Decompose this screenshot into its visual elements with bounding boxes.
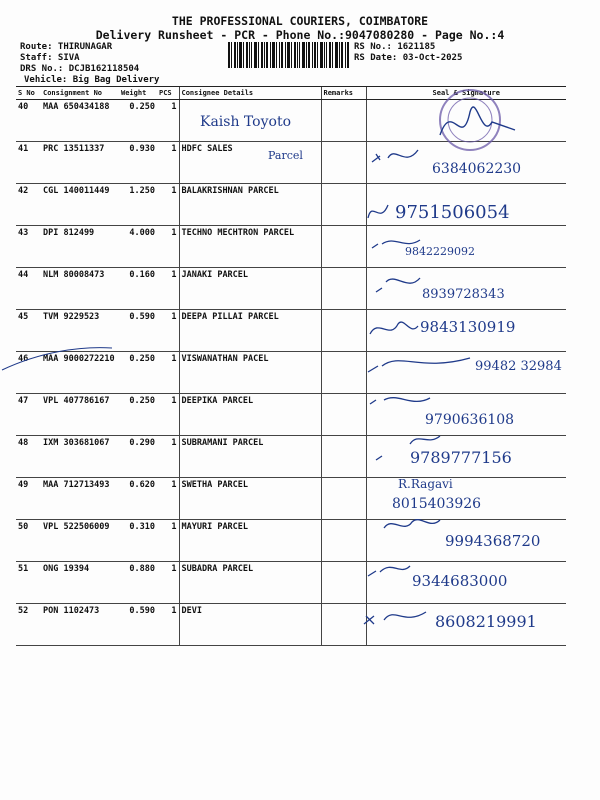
row-weight: 0.290 — [119, 436, 157, 478]
barcode — [228, 42, 350, 68]
row-remarks — [321, 100, 366, 142]
hw-r41-sig: 6384062230 — [432, 161, 522, 177]
row-weight: 0.590 — [119, 604, 157, 646]
row-pcs: 1 — [157, 520, 179, 562]
hw-r51-sig: 9344683000 — [412, 572, 508, 590]
row-consignment-no: IXM 303681067 — [41, 436, 119, 478]
row-sno: 41 — [16, 142, 41, 184]
hw-r46-sig: 99482 32984 — [475, 359, 562, 374]
row-consignment-no: NLM 80008473 — [41, 268, 119, 310]
row-sno: 52 — [16, 604, 41, 646]
row-consignee: BALAKRISHNAN PARCEL — [179, 184, 321, 226]
row-seal-signature — [366, 604, 566, 646]
row-consignee: MAYURI PARCEL — [179, 520, 321, 562]
row-pcs: 1 — [157, 142, 179, 184]
row-seal-signature — [366, 562, 566, 604]
table-row — [16, 184, 566, 226]
row-sno: 44 — [16, 268, 41, 310]
row-weight: 4.000 — [119, 226, 157, 268]
hw-r43-sig: 9842229092 — [405, 245, 475, 258]
hw-r41-note: Parcel — [268, 149, 303, 162]
rs-number: RS No.: 1621185 — [354, 42, 436, 52]
row-sno: 40 — [16, 100, 41, 142]
row-weight: 0.250 — [119, 394, 157, 436]
row-sno: 45 — [16, 310, 41, 352]
row-sno: 49 — [16, 478, 41, 520]
row-seal-signature — [366, 478, 566, 520]
row-pcs: 1 — [157, 478, 179, 520]
hw-r49-sig: 8015403926 — [392, 496, 482, 512]
row-weight: 0.620 — [119, 478, 157, 520]
row-pcs: 1 — [157, 184, 179, 226]
table-row — [16, 604, 566, 646]
row-sno: 48 — [16, 436, 41, 478]
row-weight: 0.880 — [119, 562, 157, 604]
row-consignee: TECHNO MECHTRON PARCEL — [179, 226, 321, 268]
row-seal-signature — [366, 226, 566, 268]
row-consignee: VISWANATHAN PACEL — [179, 352, 321, 394]
company-title: THE PROFESSIONAL COURIERS, COIMBATORE — [171, 14, 429, 28]
row-pcs: 1 — [157, 310, 179, 352]
col-seal-signature: Seal & Signature — [366, 87, 566, 100]
row-pcs: 1 — [157, 394, 179, 436]
row-consignee: SUBADRA PARCEL — [179, 562, 321, 604]
table-row — [16, 352, 566, 394]
row-sno: 47 — [16, 394, 41, 436]
row-seal-signature — [366, 310, 566, 352]
row-seal-signature — [366, 520, 566, 562]
row-remarks — [321, 142, 366, 184]
row-consignment-no: PON 1102473 — [41, 604, 119, 646]
row-pcs: 1 — [157, 604, 179, 646]
row-seal-signature — [366, 268, 566, 310]
table-row — [16, 226, 566, 268]
row-seal-signature — [366, 100, 566, 142]
row-consignee — [179, 100, 321, 142]
row-pcs: 1 — [157, 436, 179, 478]
row-consignment-no: MAA 712713493 — [41, 478, 119, 520]
table-row — [16, 562, 566, 604]
row-remarks — [321, 226, 366, 268]
col-pcs: PCS — [157, 87, 179, 100]
row-pcs: 1 — [157, 562, 179, 604]
row-pcs: 1 — [157, 268, 179, 310]
hw-r52-sig: 8608219991 — [435, 612, 537, 631]
row-seal-signature — [366, 184, 566, 226]
row-consignment-no: ONG 19394 — [41, 562, 119, 604]
staff-label: Staff: SIVA — [20, 53, 80, 63]
row-consignee: DEEPIKA PARCEL — [179, 394, 321, 436]
row-pcs: 1 — [157, 100, 179, 142]
table-row — [16, 394, 566, 436]
row-sno: 50 — [16, 520, 41, 562]
row-remarks — [321, 520, 366, 562]
row-consignment-no: DPI 812499 — [41, 226, 119, 268]
row-consignment-no: MAA 650434188 — [41, 100, 119, 142]
table-row — [16, 100, 566, 142]
table-row — [16, 478, 566, 520]
table-row — [16, 268, 566, 310]
table-row — [16, 436, 566, 478]
row-weight: 0.590 — [119, 310, 157, 352]
row-consignment-no: PRC 13511337 — [41, 142, 119, 184]
row-consignment-no: TVM 9229523 — [41, 310, 119, 352]
row-remarks — [321, 352, 366, 394]
row-weight: 1.250 — [119, 184, 157, 226]
col-consignment: Consignment No — [41, 87, 119, 100]
row-weight: 0.160 — [119, 268, 157, 310]
row-sno: 51 — [16, 562, 41, 604]
table-header-row — [16, 87, 566, 100]
table-row — [16, 142, 566, 184]
col-sno: S No — [16, 87, 41, 100]
row-consignee: SUBRAMANI PARCEL — [179, 436, 321, 478]
hw-r44-sig: 8939728343 — [422, 287, 505, 302]
row-remarks — [321, 562, 366, 604]
row-remarks — [321, 184, 366, 226]
row-remarks — [321, 604, 366, 646]
runsheet-subtitle: Delivery Runsheet - PCR - Phone No.:9047080280 - Page No.:4 — [95, 28, 505, 42]
row-seal-signature — [366, 352, 566, 394]
row-consignment-no: CGL 140011449 — [41, 184, 119, 226]
row-pcs: 1 — [157, 352, 179, 394]
row-remarks — [321, 268, 366, 310]
row-consignment-no: MAA 9000272210 — [41, 352, 119, 394]
row-consignment-no: VPL 522506009 — [41, 520, 119, 562]
hw-r49-name: R.Ragavi — [398, 477, 453, 491]
row-weight: 0.310 — [119, 520, 157, 562]
row-remarks — [321, 436, 366, 478]
row-pcs: 1 — [157, 226, 179, 268]
row-sno: 43 — [16, 226, 41, 268]
vehicle-label: Vehicle: Big Bag Delivery — [24, 75, 160, 85]
table-row — [16, 520, 566, 562]
row-sno: 46 — [16, 352, 41, 394]
rs-info — [354, 42, 462, 64]
rs-date: RS Date: 03-Oct-2025 — [354, 53, 463, 63]
runsheet-table — [16, 86, 566, 646]
row-consignee: DEEPA PILLAI PARCEL — [179, 310, 321, 352]
col-weight: Weight — [119, 87, 157, 100]
row-consignee: JANAKI PARCEL — [179, 268, 321, 310]
row-weight: 0.930 — [119, 142, 157, 184]
hw-r42-sig: 9751506054 — [395, 202, 510, 223]
row-consignee: DEVI — [179, 604, 321, 646]
row-remarks — [321, 310, 366, 352]
hw-r50-sig: 9994368720 — [445, 532, 541, 550]
route-label: Route: THIRUNAGAR — [20, 42, 113, 52]
drs-number: DRS No.: DCJB162118504 — [20, 64, 140, 74]
row-seal-signature — [366, 394, 566, 436]
row-remarks — [321, 394, 366, 436]
hw-r48-sig: 9789777156 — [410, 448, 512, 467]
row-consignee: SWETHA PARCEL — [179, 478, 321, 520]
row-consignee: HDFC SALES — [179, 142, 321, 184]
row-sno: 42 — [16, 184, 41, 226]
row-seal-signature — [366, 436, 566, 478]
row-weight: 0.250 — [119, 100, 157, 142]
hw-r47-sig: 9790636108 — [425, 412, 515, 428]
row-seal-signature — [366, 142, 566, 184]
hw-r40-consignee: Kaish Toyoto — [200, 114, 292, 130]
col-consignee: Consignee Details — [179, 87, 321, 100]
col-remarks: Remarks — [321, 87, 366, 100]
row-consignment-no: VPL 407786167 — [41, 394, 119, 436]
table-row — [16, 310, 566, 352]
row-remarks — [321, 478, 366, 520]
row-weight: 0.250 — [119, 352, 157, 394]
hw-r45-sig: 9843130919 — [420, 318, 516, 336]
